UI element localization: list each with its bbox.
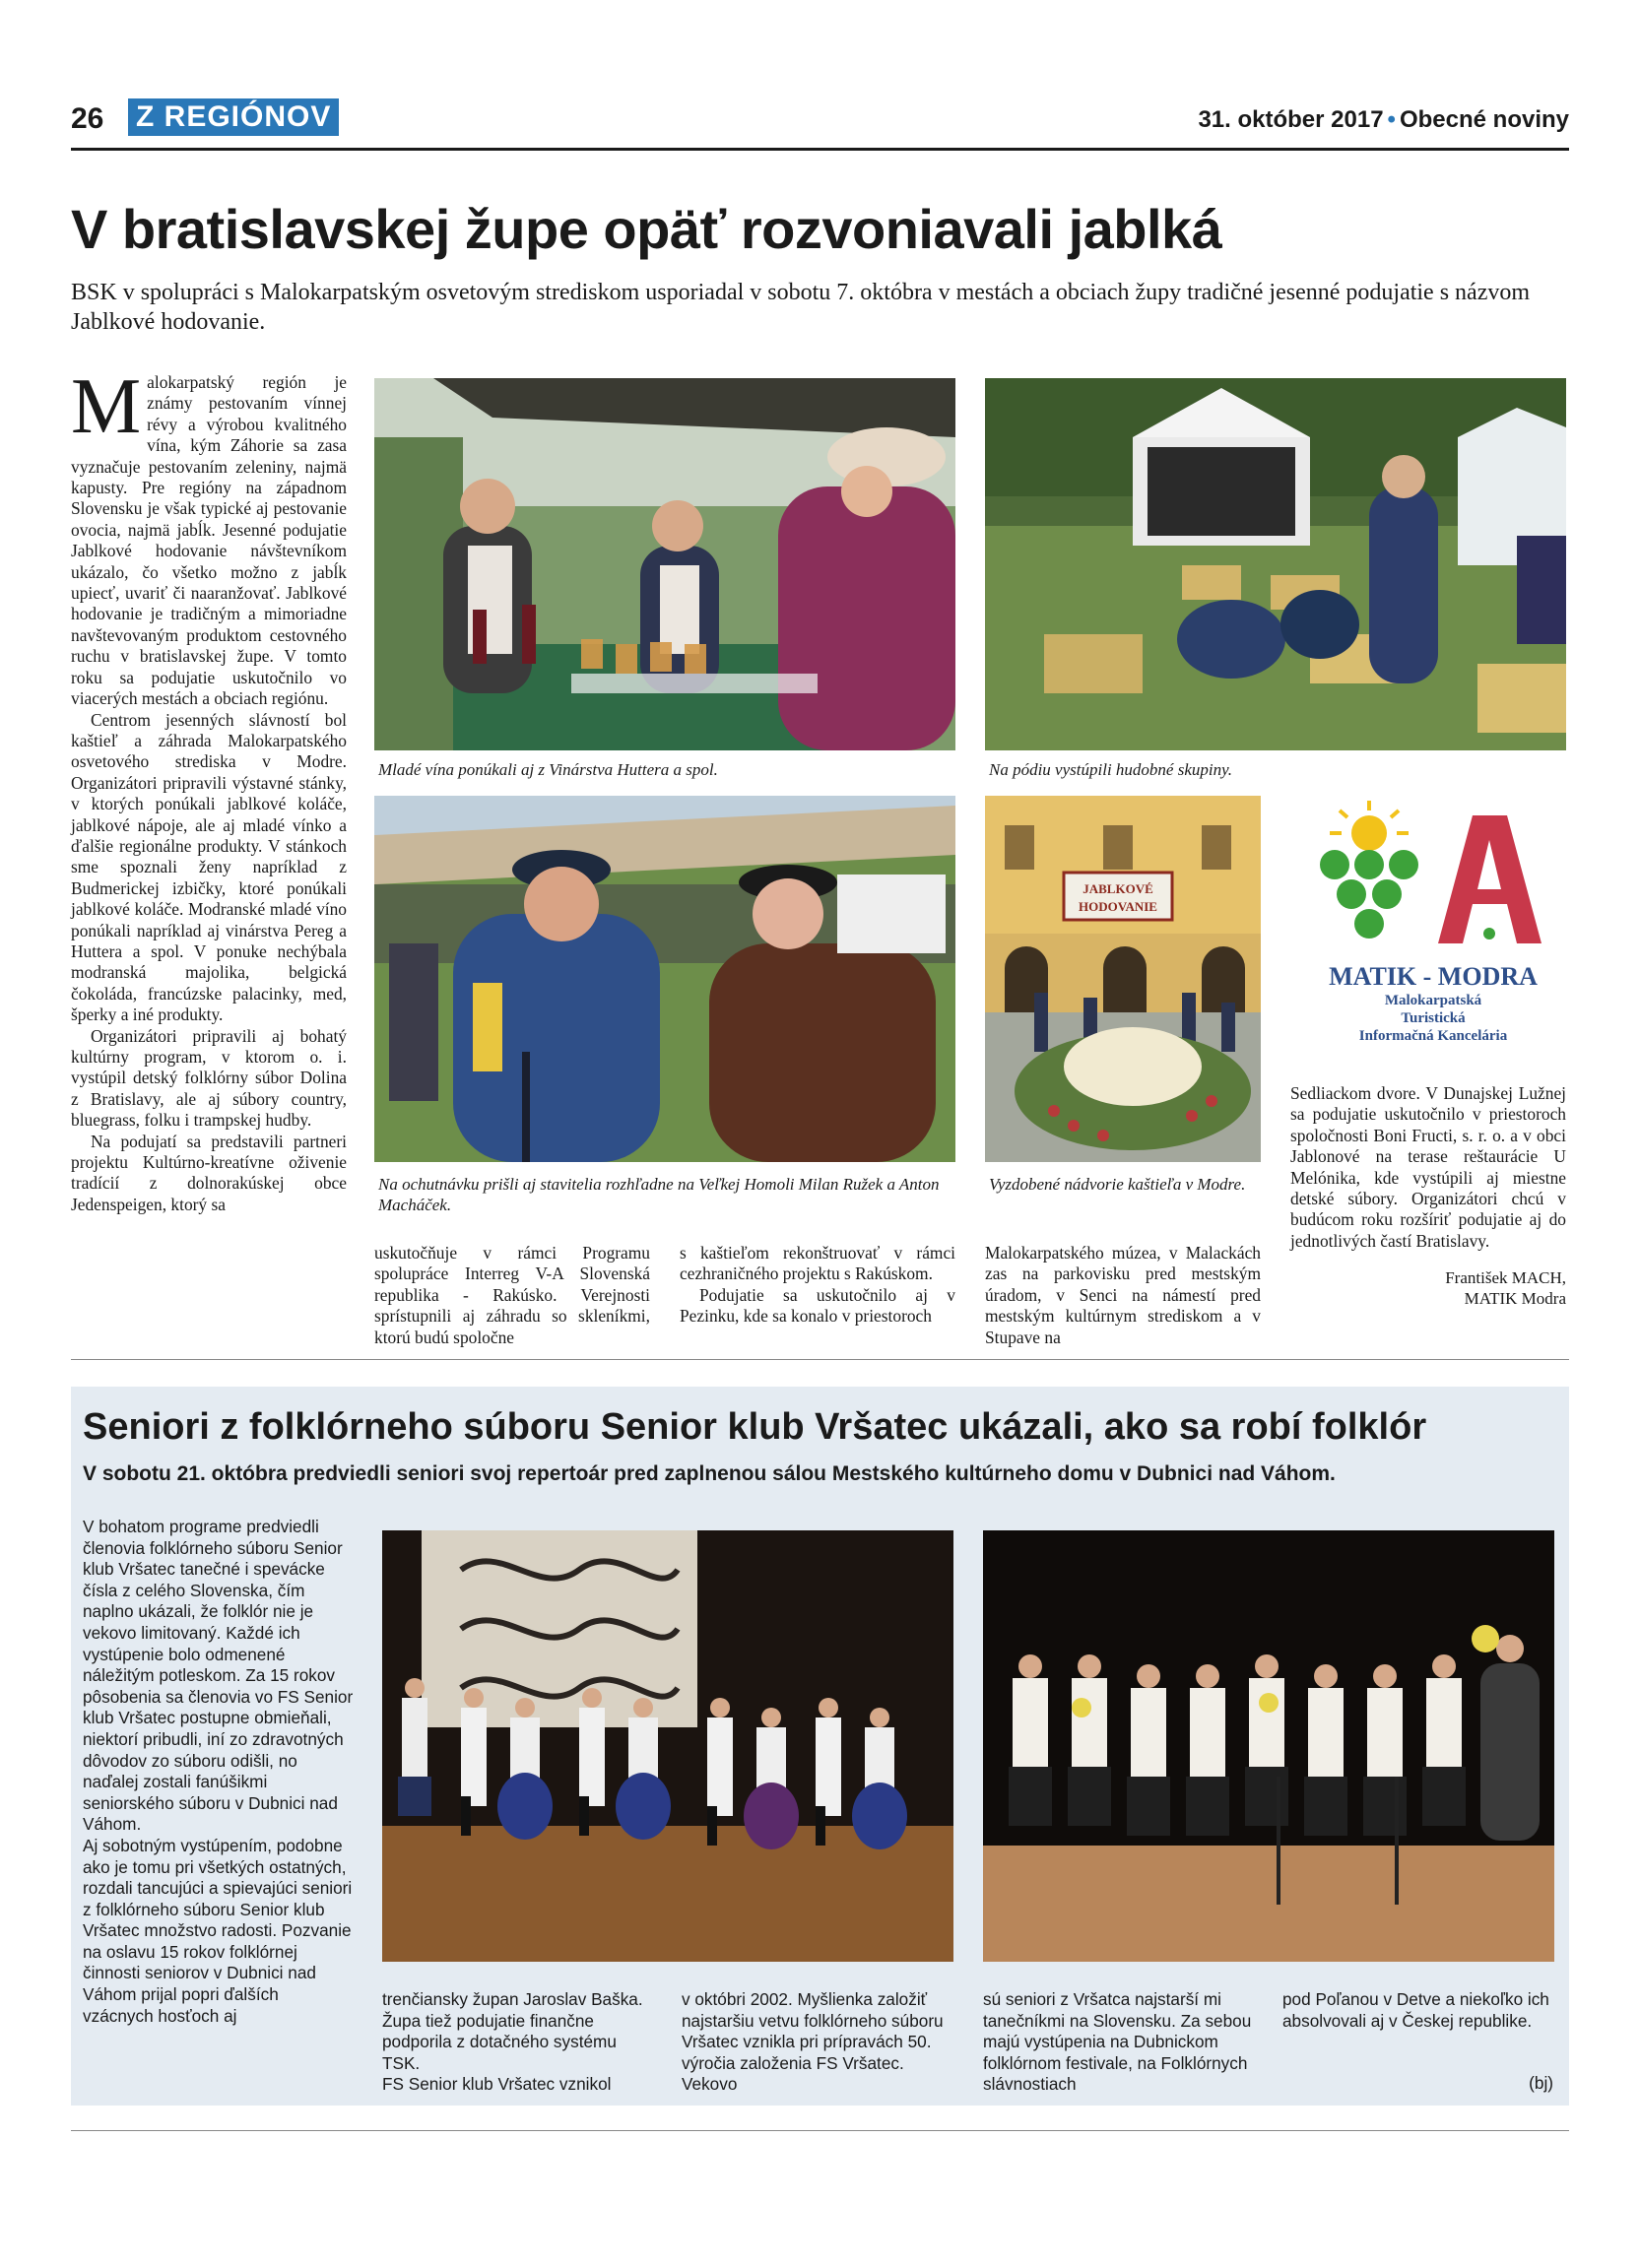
matik-logo-graphic (1300, 796, 1566, 953)
article1-paragraph: Na podujatí sa predstavili partneri projektu Kultúrno-kreatívne oživenie tradícií z dolnorakúskej obce Jedenspeigen, ktorý sa (71, 1131, 347, 1214)
matik-logo (1300, 796, 1566, 1062)
logo-line-3: Informačná Kancelária (1358, 1028, 1508, 1044)
author-name: František MACH, (1445, 1268, 1566, 1288)
logo-name: MATIK - MODRA (1329, 962, 1538, 991)
svg-text:JABLKOVÉ: JABLKOVÉ (1082, 881, 1153, 896)
photo-wine-stand (374, 378, 955, 750)
caption-photo-4: Vyzdobené nádvorie kaštieľa v Modre. (989, 1175, 1246, 1194)
article2-paragraph: Aj sobotným vystúpením, podobne ako je tomu pri všetkých ostatných, rozdali tancujúci a spievajúci seniori z folklórneho súboru Senior klub Vršatec množstvo radosti. Pozvanie na oslavu 15 rokov folklórnej činnosti seniorov v Dubnici nad Váhom prijal popri ďalších vzácnych hosťoch aj (83, 1835, 353, 2026)
article2-paragraph: sú seniori z Vršatca najstarší mi tanečníkmi na Slovensku. Za sebou majú vystúpenia na Dubnickom folklórnom festivale, na Folklórnych slávnostiach (983, 1989, 1252, 2095)
footer-rule (71, 2130, 1569, 2131)
logo-line-1: Malokarpatská (1384, 993, 1482, 1008)
article2-paragraph: V bohatom programe predviedli členovia folklórneho súboru Senior klub Vršatec tanečné i spevácke čísla z celého Slovenska, čím naplno ukázali, že folklór nie je vekovo limitovaný. Každé ich vystúpenie bolo odmenené náležitým potleskom. Za 15 rokov pôsobenia sa členovia vo FS Senior klub Vršatec postupne obmieňali, niektorí pribudli, iní zo zdravotných dôvodov zo súboru odišli, no naďalej zostali fanúšikmi seniorského súboru v Dubnici nad Váhom. (83, 1517, 354, 1835)
issue-info (1198, 106, 1569, 134)
article1-paragraph: Malokarpatského múzea, v Malackách zas na parkovisku pred mestským úradom, v Senci na námestí pred mestským kultúrnym strediskom a v Stupave na (985, 1243, 1261, 1347)
article-divider (71, 1359, 1569, 1360)
article2-paragraph: trenčiansky župan Jaroslav Baška. Župa tiež podujatie finančne podporila z dotačného systému TSK. (382, 1989, 643, 2073)
bullet-dot: • (1387, 106, 1396, 133)
article2-byline: (bj) (1529, 2073, 1553, 2093)
dropcap: M (71, 363, 142, 450)
caption-photo-3: Na ochutnávku prišli aj stavitelia rozhľadne na Veľkej Homoli Milan Ružek a Anton Macháček. (378, 1175, 940, 1214)
tasting-image (374, 796, 955, 1162)
svg-text:HODOVANIE: HODOVANIE (1079, 899, 1157, 914)
article2-paragraph: FS Senior klub Vršatec vznikol (382, 2074, 612, 2095)
paragraph-text: alokarpatský región je známy pestovaním vínnej révy a výrobou kvalitného vína, kým Záhorie sa zasa vyznačuje pestovaním zeleniny, najmä kapusty. Pre regióny na západnom Slovensku je však typické aj pestovanie ovocia, najmä jabĺk. Jesenné podujatie Jablkové hodovanie návštevníkom ukázalo, čo všetko možno z jabĺk upiecť, uvariť či naaranžovať. Jablkové hodovanie je tradičným a mimoriadne navštevovaným produktom cestovného ruchu v bratislavskej župe. V tomto roku sa podujatie uskutočnilo vo viacerých mestách a obciach regiónu. (71, 372, 347, 709)
article1-paragraph (71, 363, 347, 710)
ceremony-image (983, 1530, 1554, 1962)
author-org: MATIK Modra (1464, 1289, 1566, 1309)
publication-name: Obecné noviny (1399, 106, 1569, 133)
article1-column-5 (1290, 1083, 1566, 1309)
stage-image (985, 378, 1566, 750)
caption-photo-2: Na pódiu vystúpili hudobné skupiny. (989, 760, 1232, 779)
article1-column-4 (985, 1243, 1261, 1348)
article1-paragraph: uskutočňuje v rámci Programu spolupráce Interreg V-A Slovenská republika - Rakúsko. Verejnosti sprístupnili aj záhradu so skleníkmi, ktorú budú spoločne (374, 1243, 650, 1347)
article1-column-1 (71, 363, 347, 1215)
article2-paragraph: pod Poľanou v Detve a niekoľko ich absolvovali aj v Českej republike. (1282, 1989, 1549, 2031)
article2-column-3 (682, 1989, 952, 2096)
article2-column-5 (1282, 1989, 1553, 2032)
article2-paragraph: v októbri 2002. Myšlienka založiť najstaršiu vetvu folklórneho súboru Vršatec vznikla pri prípravách 50. výročia založenia FS Vršatec. Vekovo (682, 1989, 944, 2095)
issue-date: 31. október 2017 (1198, 106, 1384, 133)
article1-title: V bratislavskej župe opäť rozvoniavali jablká (71, 198, 1222, 260)
article2-column-2 (382, 1989, 653, 2096)
article1-column-2 (374, 1243, 650, 1348)
article2-column-1 (83, 1517, 354, 2027)
courtyard-image (985, 796, 1261, 1162)
article1-paragraph: Centrom jesenných slávností bol kaštieľ a záhrada Malokarpatského osvetového strediska v Modre. Organizátori pripravili výstavné stánky, v ktorých ponúkali jablkové koláče, jablkové nápoje, ale aj mladé vínko a ďalšie regionálne produkty. V stánkoch sme spoznali ženy napríklad z Budmerickej izbičky, ktoré ponúkali jablkové koláče. Modranské mladé víno ponúkali napríklad aj vinárstva Pereg a Huttera a spol. V ponuke nechýbala modranská majolika, belgická čokoláda, francúzske palacinky, med, šperky a iné produkty. (71, 709, 347, 1025)
dancers-image (382, 1530, 953, 1962)
photo-dancers (382, 1530, 953, 1962)
article1-column-3 (680, 1243, 955, 1328)
photo-courtyard (985, 796, 1261, 1162)
article1-paragraph: Organizátori pripravili aj bohatý kultúrny program, v ktorom o. i. vystúpil detský folklórny súbor Dolina z Bratislavy, ale aj súbory country, bluegrass, folku i trampskej hudby. (71, 1025, 347, 1131)
article2-column-4 (983, 1989, 1254, 2096)
photo-ceremony (983, 1530, 1554, 1962)
article1-paragraph: s kaštieľom rekonštruovať v rámci cezhraničného projektu s Rakúskom. (680, 1243, 955, 1284)
article1-lead: BSK v spolupráci s Malokarpatským osvetovým strediskom usporiadal v sobotu 7. októbra v mestách a obciach župy tradičné jesenné podujatie s názvom Jablkové hodovanie. (71, 280, 1531, 335)
photo-stage (985, 378, 1566, 750)
article1-paragraph: Sedliackom dvore. V Dunajskej Lužnej sa podujatie uskutočnilo v priestoroch spoločnosti Boni Fructi, s. r. o. a v obci Jablonové na terase reštaurácie U Melónika, kde vystúpili aj miestne detské súbory. Organizátori chcú v budúcom roku rozšíriť podujatie aj do jednotlivých častí Bratislavy. (1290, 1083, 1566, 1251)
header-rule (71, 148, 1569, 151)
article2-title: Seniori z folklórneho súboru Senior klub Vršatec ukázali, ako sa robí folklór (83, 1406, 1427, 1448)
section-tag: Z REGIÓNOV (128, 98, 339, 136)
photo-tasting (374, 796, 955, 1162)
page-number: 26 (71, 102, 104, 135)
logo-line-2: Turistická (1401, 1010, 1466, 1026)
article2-lead: V sobotu 21. októbra predviedli seniori svoj repertoár pred zaplnenou sálou Mestského kultúrneho domu v Dubnici nad Váhom. (83, 1462, 1336, 1485)
caption-photo-1: Mladé vína ponúkali aj z Vinárstva Huttera a spol. (378, 760, 718, 779)
article1-paragraph: Podujatie sa uskutočnilo aj v Pezinku, kde sa konalo v priestoroch (680, 1284, 955, 1327)
wine-stand-image (374, 378, 955, 750)
